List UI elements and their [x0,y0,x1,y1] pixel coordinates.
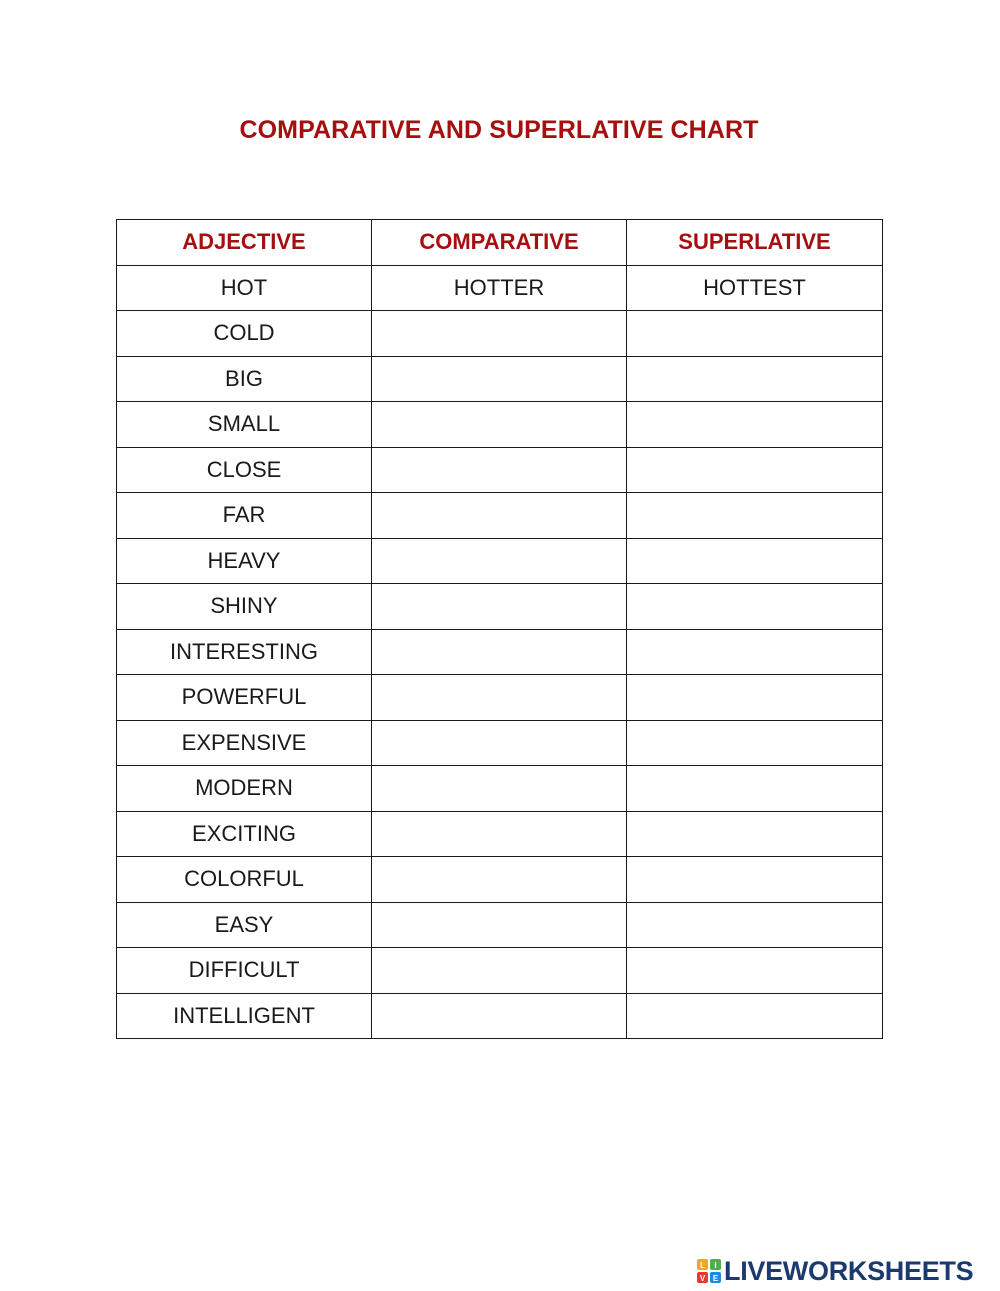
comparative-cell[interactable] [372,538,627,584]
table-row [117,948,883,994]
superlative-answer-field[interactable] [627,812,882,857]
comparative-answer-field[interactable] [372,903,626,948]
liveworksheets-logo-icon [697,1259,721,1283]
superlative-answer-field[interactable] [627,766,882,811]
comparative-cell[interactable] [372,402,627,448]
superlative-cell[interactable] [627,811,883,857]
adjective-cell: HOT [117,265,372,311]
superlative-cell[interactable] [627,720,883,766]
comparative-cell [372,265,627,311]
comparative-cell[interactable] [372,811,627,857]
superlative-cell[interactable] [627,766,883,812]
comparative-answer-field[interactable] [372,812,626,857]
table-row [117,584,883,630]
table-row [117,265,883,311]
adjective-cell: FAR [117,493,372,539]
adjective-cell: MODERN [117,766,372,812]
superlative-cell[interactable] [627,538,883,584]
table-row [117,493,883,539]
comparison-table [116,219,883,1039]
table-row [117,402,883,448]
comparative-answer-field[interactable] [372,493,626,538]
adjective-cell: SHINY [117,584,372,630]
adjective-cell: BIG [117,356,372,402]
superlative-cell[interactable] [627,311,883,357]
table-header-row [117,220,883,266]
adjective-cell: EXPENSIVE [117,720,372,766]
header-comparative: COMPARATIVE [372,220,627,266]
table-row [117,675,883,721]
comparative-answer-field[interactable] [372,357,626,402]
superlative-cell[interactable] [627,902,883,948]
comparative-answer-field[interactable] [372,675,626,720]
superlative-answer-field[interactable] [627,948,882,993]
superlative-answer-field[interactable] [627,721,882,766]
adjective-cell: DIFFICULT [117,948,372,994]
superlative-answer-field[interactable] [627,493,882,538]
superlative-cell[interactable] [627,584,883,630]
adjective-cell: EASY [117,902,372,948]
comparative-answer-field[interactable] [372,857,626,902]
superlative-cell[interactable] [627,402,883,448]
superlative-cell[interactable] [627,675,883,721]
table-row [117,356,883,402]
brand-name: LIVEWORKSHEETS [724,1255,974,1286]
superlative-cell[interactable] [627,447,883,493]
comparative-cell[interactable] [372,584,627,630]
adjective-cell: COLD [117,311,372,357]
header-superlative: SUPERLATIVE [627,220,883,266]
superlative-answer-field[interactable] [627,903,882,948]
comparative-answer-field[interactable] [372,766,626,811]
superlative-answer-field[interactable] [627,675,882,720]
superlative-cell [627,265,883,311]
table-row [117,447,883,493]
adjective-cell: CLOSE [117,447,372,493]
table-row [117,811,883,857]
comparative-answer-field[interactable] [372,402,626,447]
table-row [117,311,883,357]
adjective-cell: INTERESTING [117,629,372,675]
logo-letter-l: L [700,1261,705,1270]
comparative-cell[interactable] [372,902,627,948]
comparative-cell[interactable] [372,948,627,994]
table-row [117,720,883,766]
header-adjective: ADJECTIVE [117,220,372,266]
superlative-answer-field[interactable] [627,994,882,1039]
comparative-cell[interactable] [372,993,627,1039]
adjective-cell: POWERFUL [117,675,372,721]
comparative-cell[interactable] [372,675,627,721]
logo-letter-i: I [714,1261,717,1270]
superlative-cell[interactable] [627,493,883,539]
superlative-answer-field: HOTTEST [703,274,806,300]
table-body [117,265,883,1039]
comparative-answer-field[interactable] [372,311,626,356]
liveworksheets-brand [697,1256,973,1286]
superlative-answer-field[interactable] [627,357,882,402]
comparative-answer-field[interactable] [372,630,626,675]
superlative-cell[interactable] [627,857,883,903]
table-row [117,902,883,948]
logo-letter-v: V [699,1274,706,1283]
comparative-cell[interactable] [372,311,627,357]
comparative-answer-field[interactable] [372,948,626,993]
adjective-cell: EXCITING [117,811,372,857]
adjective-cell: INTELLIGENT [117,993,372,1039]
superlative-answer-field[interactable] [627,630,882,675]
table-row [117,766,883,812]
comparative-cell[interactable] [372,447,627,493]
comparative-answer-field: HOTTER [453,274,545,300]
superlative-answer-field[interactable] [627,311,882,356]
table-row [117,629,883,675]
superlative-cell[interactable] [627,629,883,675]
comparative-cell[interactable] [372,720,627,766]
superlative-answer-field[interactable] [627,402,882,447]
comparative-cell[interactable] [372,629,627,675]
page-title: COMPARATIVE AND SUPERLATIVE CHART [239,116,759,144]
adjective-cell: HEAVY [117,538,372,584]
comparative-cell[interactable] [372,766,627,812]
superlative-answer-field[interactable] [627,539,882,584]
comparative-answer-field[interactable] [372,539,626,584]
adjective-cell: COLORFUL [117,857,372,903]
superlative-answer-field[interactable] [627,857,882,902]
superlative-cell[interactable] [627,993,883,1039]
comparative-cell[interactable] [372,857,627,903]
table-row [117,857,883,903]
comparative-cell[interactable] [372,493,627,539]
table-row [117,993,883,1039]
comparative-answer-field[interactable] [372,448,626,493]
superlative-answer-field[interactable] [627,448,882,493]
comparative-cell[interactable] [372,356,627,402]
comparative-answer-field[interactable] [372,584,626,629]
adjective-cell: SMALL [117,402,372,448]
superlative-cell[interactable] [627,356,883,402]
comparative-answer-field[interactable] [372,994,626,1039]
logo-letter-e: E [712,1274,719,1283]
superlative-cell[interactable] [627,948,883,994]
comparative-answer-field[interactable] [372,721,626,766]
table-row [117,538,883,584]
superlative-answer-field[interactable] [627,584,882,629]
